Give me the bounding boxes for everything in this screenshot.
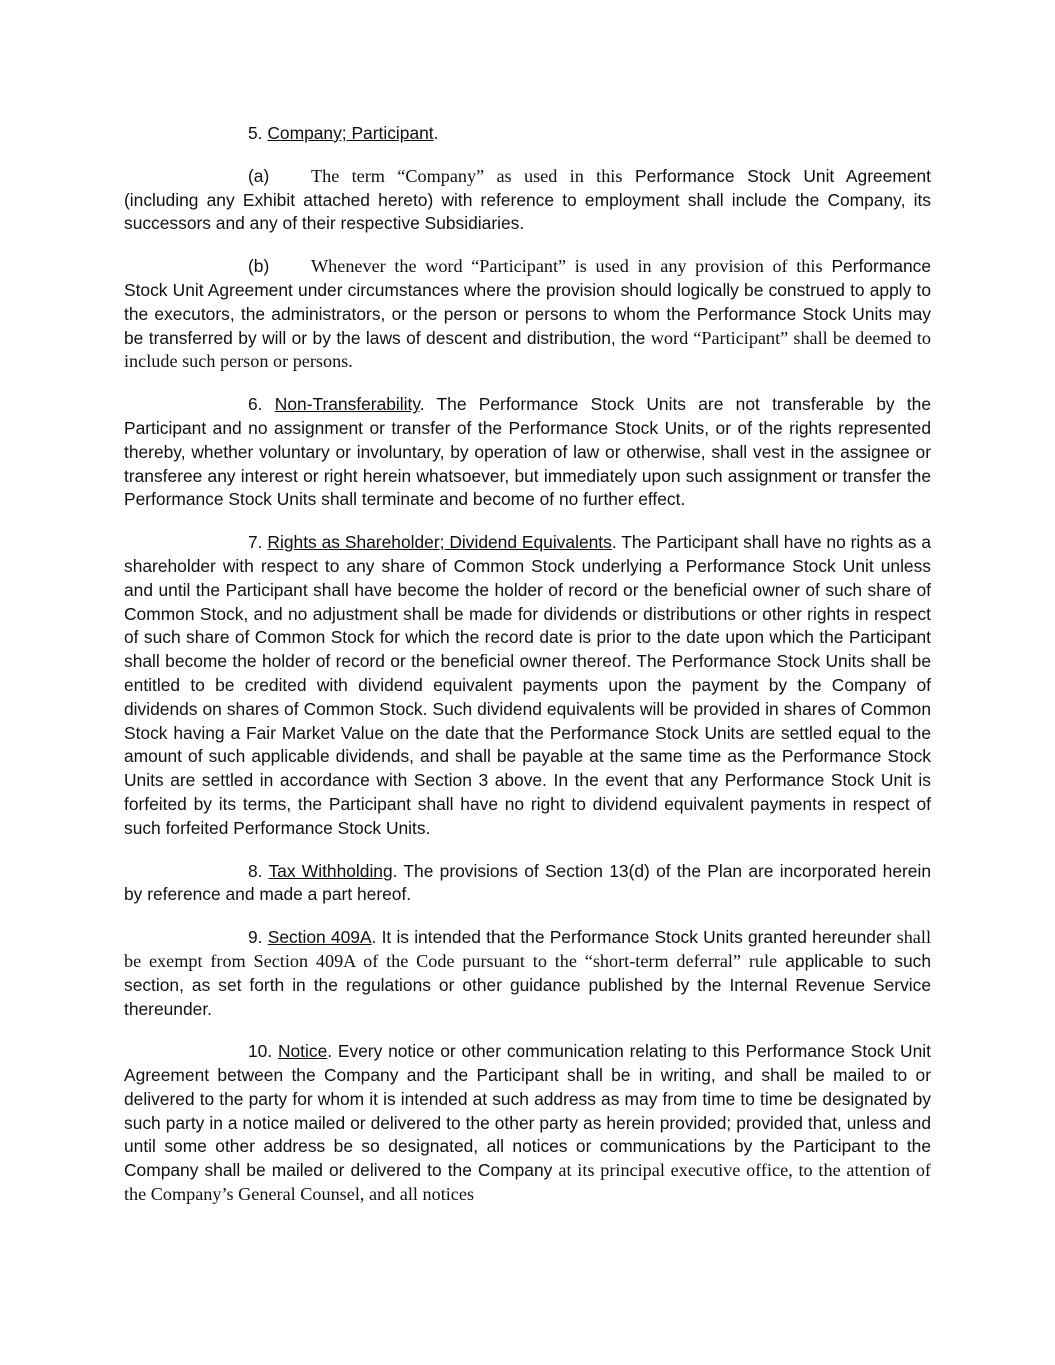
section-7 — [124, 531, 931, 840]
subsection-body-text: Performance Stock Unit Agreement (including any Exhibit attached hereto) with reference to employment shall include the Company, its successors and any of their respective Subsidiaries. — [124, 165, 931, 234]
section-5-a — [124, 165, 931, 236]
section-heading: Section 409A — [267, 927, 372, 948]
section-heading: Tax Withholding — [268, 860, 393, 881]
section-heading-period: . — [433, 123, 439, 143]
subsection-label: (b) — [248, 256, 270, 277]
subsection-body-text: Performance Stock Unit Agreement under circumstances where the provision should logically be construed to apply to the executors, the administrators, or the person or persons to whom the Performance Stock Units may be transferred by will or by the laws of descent and distribution, the — [124, 256, 931, 348]
document-body — [124, 122, 931, 1226]
section-number: 6. — [248, 394, 263, 415]
section-10 — [124, 1040, 931, 1207]
section-body-text: . The Performance Stock Units are not transferable by the Participant and no assignment or transfer of the Performance Stock Units, or of the rights represented thereby, whether voluntary or involuntary, by operation of law or otherwise, shall vest in the assignee or transferee any interest or right herein whatsoever, but immediately upon such assignment or transfer the Performance Stock Units shall terminate and become of no further effect. — [124, 394, 932, 510]
section-heading: Rights as Shareholder; Dividend Equivalents — [267, 532, 612, 553]
section-body-text: . The provisions of Section 13(d) of the Plan are incorporated herein by reference and made a part hereof. — [124, 860, 931, 905]
subsection-label: (a) — [248, 165, 270, 186]
section-serif-tail: at its principal executive office, to the attention of the Company’s General Counsel, and all notices — [124, 1160, 931, 1205]
section-number: 10. — [248, 1041, 273, 1062]
section-body-text: . The Participant shall have no rights as a shareholder with respect to any share of Common Stock underlying a Performance Stock Unit unless and until the Participant shall have become the holder of record or the beneficial owner of such share of Common Stock, and no adjustment shall be made for dividends or distributions or other rights in respect of such share of Common Stock for which the record date is prior to the date upon which the Participant shall become the holder of record or the beneficial owner thereof. The Performance Stock Units shall be entitled to be credited with dividend equivalent payments upon the payment by the Company of dividends on shares of Common Stock. Such dividend equivalents will be provided in shares of Common Stock having a Fair Market Value on the date that the Performance Stock Units are settled equal to the amount of such applicable dividends, and shall be payable at the same time as the Performance Stock Units are settled in accordance with Section 3 above. In the event that any Performance Stock Unit is forfeited by its terms, the Participant shall have no right to dividend equivalent payments in respect of such forfeited Performance Stock Units. — [124, 532, 931, 838]
section-5-b — [124, 255, 931, 374]
section-number: 7. — [248, 532, 263, 553]
section-body-text: . Every notice or other communication relating to this Performance Stock Unit Agreement between the Company and the Participant shall be in writing, and shall be mailed to or delivered to the party for whom it is intended at such address as may from time to time be designated by such party in a notice mailed or delivered to the other party as herein provided; provided that, unless and until some other address be so designated, all notices or communications by the Participant to the Company shall be mailed or delivered to the Company — [124, 1041, 931, 1181]
subsection-tail-text: word “Participant” shall be deemed to include such person or persons. — [124, 327, 931, 372]
section-6 — [124, 393, 931, 512]
section-body-text-continued: applicable to such section, as set forth in the regulations or other guidance published by the Internal Revenue Service thereunder. — [124, 950, 931, 1019]
section-heading: Company; Participant — [267, 123, 434, 143]
section-8 — [124, 860, 931, 908]
subsection-lead-text: Whenever the word “Participant” is used in any provision of this — [311, 256, 823, 277]
section-number: 5. — [248, 123, 263, 143]
subsection-lead-text: The term “Company” as used in this — [311, 165, 623, 186]
section-number: 8. — [248, 860, 263, 881]
section-9 — [124, 926, 931, 1021]
section-5 — [124, 122, 931, 146]
section-number: 9. — [248, 927, 263, 948]
section-heading: Non-Transferability — [274, 394, 420, 415]
section-body-text: . It is intended that the Performance Stock Units granted hereunder — [371, 927, 897, 948]
section-heading: Notice — [277, 1041, 328, 1062]
section-serif-text: shall be exempt from Section 409A of the Code pursuant to the “short-term deferral” rule — [124, 927, 931, 971]
